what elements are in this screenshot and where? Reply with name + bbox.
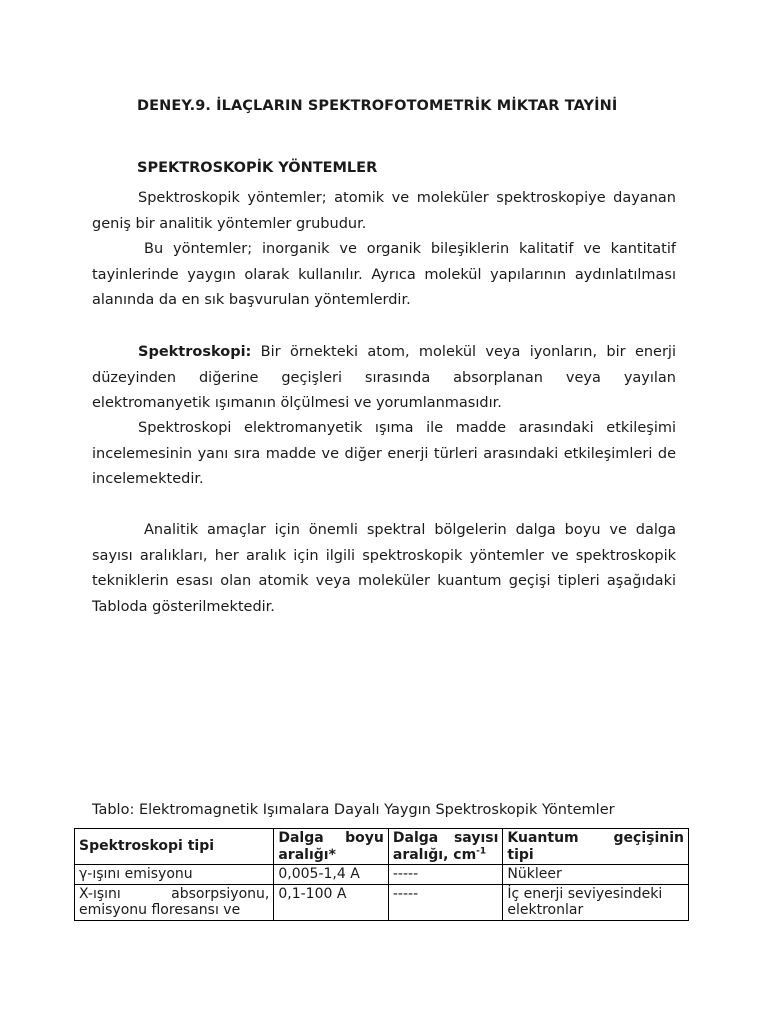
cell-wavenumber: ----- <box>388 865 503 885</box>
header-wavenumber-text: Dalga sayısı aralığı, cm <box>392 830 499 863</box>
table-row <box>75 884 689 920</box>
paragraph-2: Bu yöntemler; inorganik ve organik bileşiklerin kalitatif ve kantitatif tayinlerinde yaygın olarak kullanılır. Ayrıca molekül yapılarının aydınlatılması alanında da en sık başvurulan yöntemlerdir. <box>92 241 676 309</box>
table-row <box>75 865 689 885</box>
header-wavenumber-superscript: -1 <box>476 845 487 856</box>
section-heading: SPEKTROSKOPİK YÖNTEMLER <box>137 160 378 176</box>
cell-quantum: Nükleer <box>503 865 689 885</box>
header-spectroscopy-type: Spektroskopi tipi <box>75 829 274 865</box>
cell-wavelength: 0,1-100 A <box>274 884 389 920</box>
paragraph-3 <box>92 340 676 417</box>
header-wavenumber-range <box>388 829 503 865</box>
paragraph-4: Spektroskopi elektromanyetik ışıma ile madde arasındaki etkileşimi incelemesinin yanı sıra madde ve diğer enerji türleri arasındaki etkileşimleri de incelemektedir. <box>92 420 676 488</box>
cell-type: X-ışını absorpsiyonu, emisyonu floresansı ve <box>75 884 274 920</box>
header-quantum-transition: Kuantum geçişinin tipi <box>503 829 689 865</box>
cell-quantum: İç enerji seviyesindeki elektronlar <box>503 884 689 920</box>
table-caption: Tablo: Elektromagnetik Işımalara Dayalı Yaygın Spektroskopik Yöntemler <box>92 802 615 818</box>
paragraph-1: Spektroskopik yöntemler; atomik ve moleküler spektroskopiye dayanan geniş bir analitik yöntemler grubudur. <box>92 190 676 232</box>
document-title: DENEY.9. İLAÇLARIN SPEKTROFOTOMETRİK MİKTAR TAYİNİ <box>137 98 618 114</box>
term-spektroskopi: Spektroskopi: <box>138 344 252 360</box>
spectroscopy-table <box>74 828 689 921</box>
cell-type: γ-ışını emisyonu <box>75 865 274 885</box>
paragraph-5: Analitik amaçlar için önemli spektral bölgelerin dalga boyu ve dalga sayısı aralıkları, her aralık için ilgili spektroskopik yöntemler ve spektroskopik tekniklerin esası olan atomik veya moleküler kuantum geçişi tipleri aşağıdaki Tabloda gösterilmektedir. <box>92 522 676 615</box>
table-header-row <box>75 829 689 865</box>
cell-wavelength: 0,005-1,4 A <box>274 865 389 885</box>
cell-wavenumber: ----- <box>388 884 503 920</box>
paragraph-3-text: Bir örnekteki atom, molekül veya iyonların, bir enerji düzeyinden diğerine geçişleri sırasında absorplanan veya yayılan elektromanyetik ışımanın ölçülmesi ve yorumlanmasıdır. <box>92 344 676 412</box>
header-wavelength-range: Dalga boyu aralığı* <box>274 829 389 865</box>
